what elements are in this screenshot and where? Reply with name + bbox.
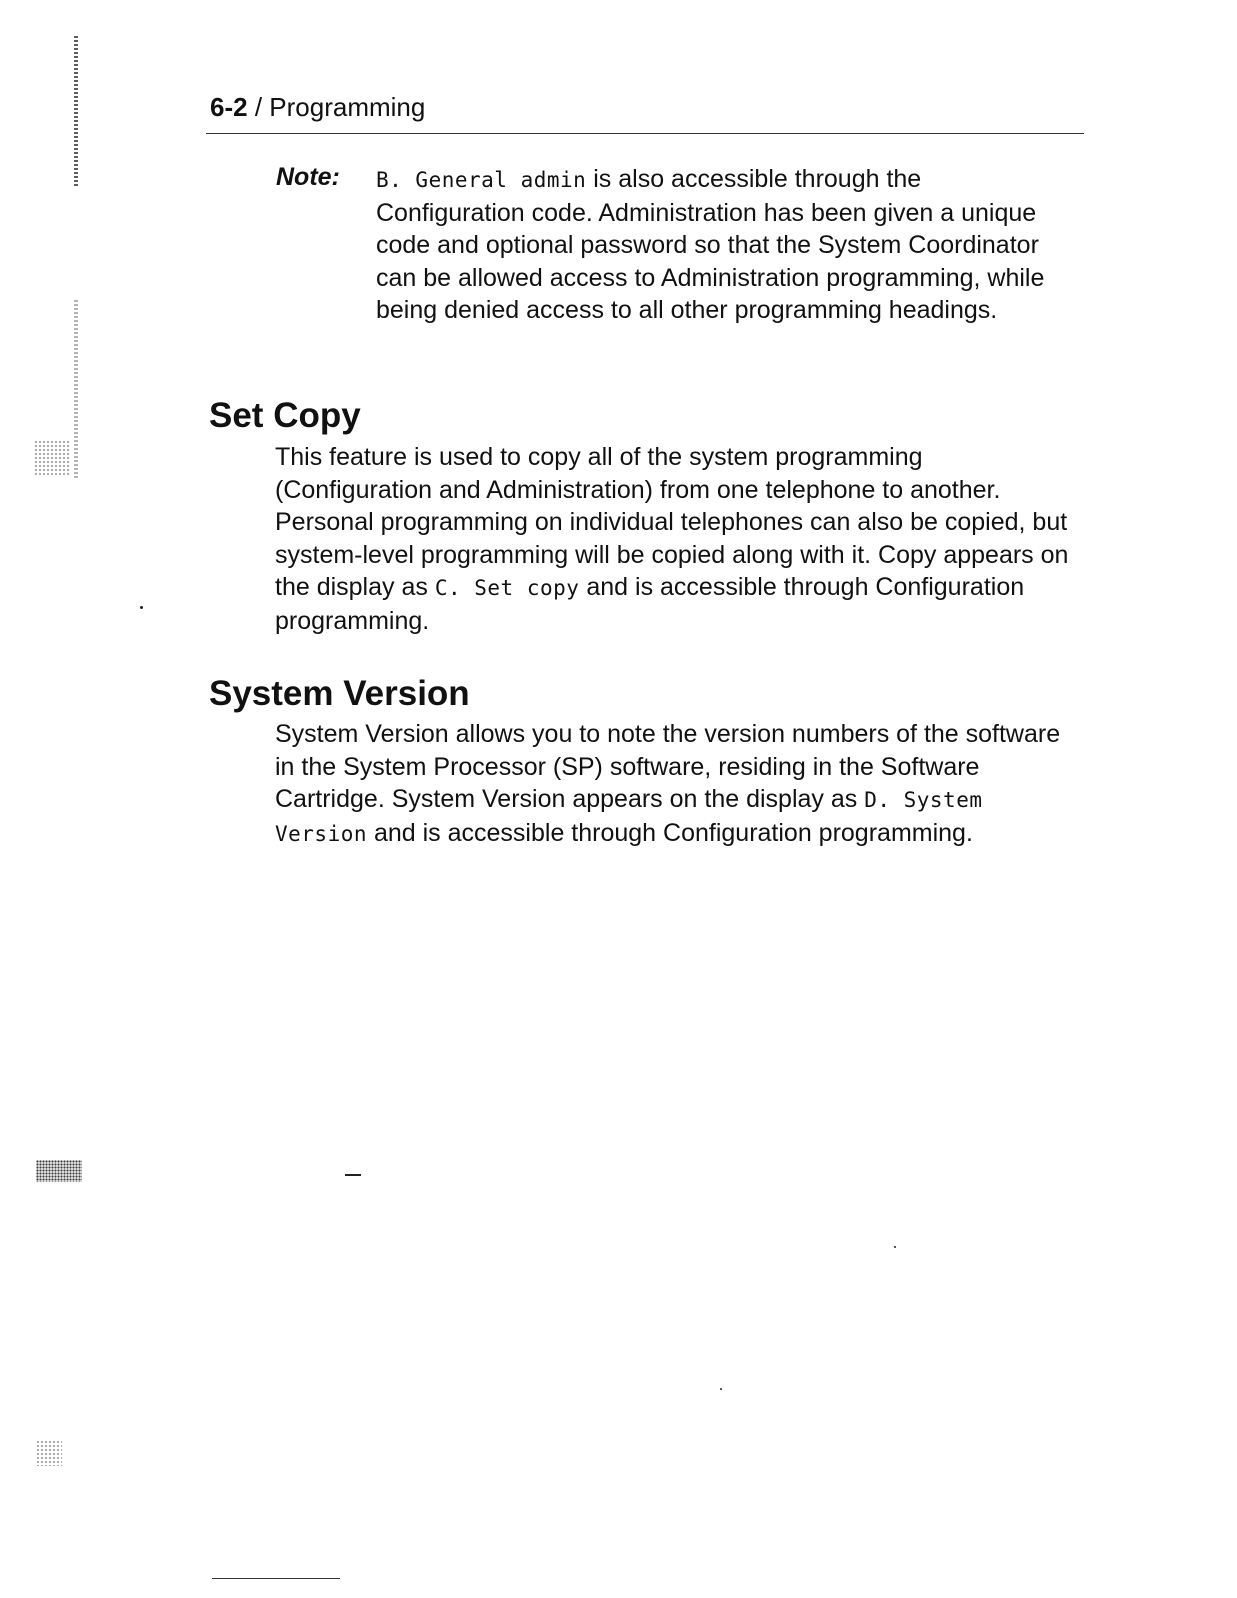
system-version-text-1: System Version allows you to note the version numbers of the software in the System Processor (SP) software, residing in the Software Cartridge. System Version appears on the display as (275, 720, 1061, 813)
footer-rule (212, 1578, 340, 1579)
note-label: Note: (276, 163, 340, 191)
system-version-heading: System Version (209, 674, 470, 713)
scan-speck (140, 606, 143, 609)
scan-noise (34, 440, 70, 476)
note-display-code: B. General admin (376, 168, 587, 192)
set-copy-text-2: and is accessible through Configuration programming. (275, 573, 1025, 635)
scan-noise (36, 1160, 82, 1182)
scan-speck (720, 1388, 722, 1390)
scan-noise (36, 1440, 62, 1466)
header-separator: / (254, 92, 263, 122)
header-section-name: Programming (269, 92, 426, 122)
set-copy-display-code: C. Set copy (434, 576, 580, 600)
note-text: is also accessible through the Configuration code. Administration has been given a unique code and optional password so that the System Coordinator can be allowed access to Administration programming, while being denied access to all other programming headings. (376, 165, 1045, 324)
page-number: 6-2 (210, 92, 248, 122)
running-header (210, 92, 425, 123)
system-version-text-2: and is accessible through Configuration programming. (367, 818, 973, 847)
header-rule (206, 133, 1084, 134)
binding-mark-top (74, 36, 78, 186)
system-version-display-code: D. System Version (275, 788, 983, 846)
set-copy-heading: Set Copy (209, 396, 361, 435)
system-version-body (275, 718, 1075, 850)
stray-dash (345, 1174, 361, 1176)
set-copy-text-1: This feature is used to copy all of the system programming (Configuration and Administration) from one telephone to another. Personal programming on individual telephones can also be copied, but system-level programming will be copied along with it. Copy appears on the display as (275, 443, 1069, 601)
set-copy-body (275, 441, 1075, 637)
scan-speck (894, 1246, 896, 1248)
binding-mark-middle (74, 300, 78, 480)
note-body (376, 163, 1066, 327)
